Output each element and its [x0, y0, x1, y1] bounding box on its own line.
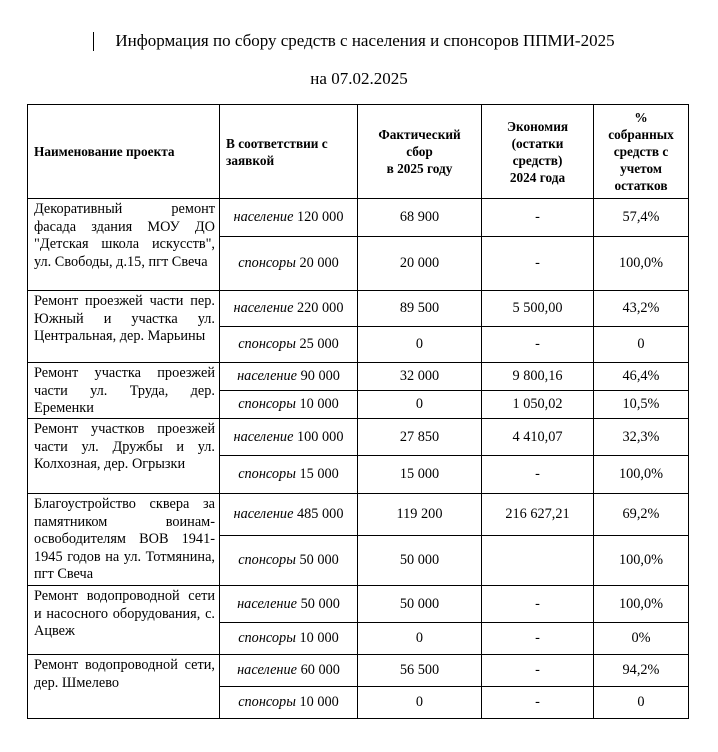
plan-cell: [220, 363, 358, 391]
actual-cell: 32 000: [358, 363, 482, 391]
actual-cell: 20 000: [358, 237, 482, 291]
percent-cell: 0: [594, 327, 689, 363]
header-plan: В соответствии с заявкой: [220, 105, 358, 199]
plan-cell: [220, 494, 358, 536]
economy-cell: -: [482, 199, 594, 237]
project-name: Ремонт водопроводной сети и насосного оборудования, с. Ацвеж: [28, 586, 220, 655]
project-name: Ремонт участка проезжей части ул. Труда, дер. Еременки: [28, 363, 220, 419]
source-label: спонсоры: [238, 396, 296, 412]
header-economy: Экономия (остатки средств) 2024 года: [482, 105, 594, 199]
plan-amount: 10 000: [295, 630, 339, 646]
source-label: население: [237, 595, 298, 612]
plan-cell: [220, 237, 358, 291]
plan-amount: 25 000: [295, 336, 339, 352]
table-header-row: [28, 105, 689, 199]
source-label: население: [233, 300, 294, 316]
document-title: Информация по сбору средств с населения и спонсоров ППМИ-2025: [115, 31, 615, 50]
plan-amount: 20 000: [295, 255, 339, 271]
plan-cell: [220, 623, 358, 655]
economy-cell: 5 500,00: [482, 291, 594, 327]
actual-cell: 27 850: [358, 419, 482, 456]
plan-cell: [220, 199, 358, 237]
actual-cell: 0: [358, 623, 482, 655]
economy-cell: -: [482, 623, 594, 655]
actual-cell: 50 000: [358, 586, 482, 623]
percent-cell: 32,3%: [594, 419, 689, 456]
actual-cell: 50 000: [358, 536, 482, 586]
economy-cell: -: [482, 586, 594, 623]
economy-cell: -: [482, 456, 594, 494]
table-row: [28, 199, 689, 237]
plan-amount: 220 000: [293, 300, 344, 316]
economy-cell: 4 410,07: [482, 419, 594, 456]
source-label: спонсоры: [238, 630, 296, 646]
actual-cell: 0: [358, 327, 482, 363]
source-label: спонсоры: [238, 255, 296, 271]
source-label: спонсоры: [238, 694, 296, 710]
economy-cell: [482, 536, 594, 586]
percent-cell: 100,0%: [594, 586, 689, 623]
header-name: Наименование проекта: [28, 105, 220, 199]
source-label: спонсоры: [238, 336, 296, 352]
project-name: Ремонт участков проезжей части ул. Дружбы и ул. Колхозная, дер. Огрызки: [28, 419, 220, 494]
project-name: Ремонт водопроводной сети, дер. Шмелево: [28, 655, 220, 719]
document-date: на 07.02.2025: [310, 69, 408, 88]
plan-cell: [220, 536, 358, 586]
source-label: население: [233, 209, 294, 225]
header-percent: % собранных средств с учетом остатков: [594, 105, 689, 199]
economy-cell: -: [482, 327, 594, 363]
plan-amount: 50 000: [297, 595, 340, 612]
source-label: население: [233, 428, 294, 445]
table-row: [28, 419, 689, 456]
percent-cell: 10,5%: [594, 391, 689, 419]
source-label: спонсоры: [238, 466, 296, 482]
table-row: [28, 655, 689, 687]
source-label: население: [237, 662, 298, 678]
project-name: Ремонт проезжей части пер. Южный и участка ул. Центральная, дер. Марьины: [28, 291, 220, 363]
percent-cell: 0: [594, 687, 689, 719]
plan-amount: 120 000: [293, 209, 344, 225]
plan-cell: [220, 586, 358, 623]
percent-cell: 100,0%: [594, 536, 689, 586]
actual-cell: 15 000: [358, 456, 482, 494]
header-actual: Фактический сбор в 2025 году: [358, 105, 482, 199]
percent-cell: 46,4%: [594, 363, 689, 391]
source-label: население: [233, 506, 294, 522]
plan-cell: [220, 687, 358, 719]
actual-cell: 0: [358, 687, 482, 719]
project-name: Декоративный ремонт фасада здания МОУ ДО "Детская школа искусств", ул. Свободы, д.15, пгт Свеча: [28, 199, 220, 291]
source-label: население: [237, 368, 298, 384]
plan-amount: 100 000: [293, 428, 344, 445]
percent-cell: 100,0%: [594, 237, 689, 291]
economy-cell: 1 050,02: [482, 391, 594, 419]
economy-cell: -: [482, 687, 594, 719]
actual-cell: 119 200: [358, 494, 482, 536]
actual-cell: 89 500: [358, 291, 482, 327]
economy-cell: 9 800,16: [482, 363, 594, 391]
plan-amount: 10 000: [295, 396, 339, 412]
table-body: [28, 199, 689, 719]
plan-amount: 90 000: [297, 368, 340, 384]
actual-cell: 56 500: [358, 655, 482, 687]
economy-cell: 216 627,21: [482, 494, 594, 536]
plan-cell: [220, 655, 358, 687]
percent-cell: 94,2%: [594, 655, 689, 687]
actual-cell: 68 900: [358, 199, 482, 237]
plan-amount: 485 000: [293, 506, 344, 522]
project-name: Благоустройство сквера за памятником воинам-освободителям ВОВ 1941-1945 годов на ул. Тотмянина, пгт Свеча: [28, 494, 220, 586]
plan-cell: [220, 327, 358, 363]
plan-cell: [220, 419, 358, 456]
plan-cell: [220, 456, 358, 494]
table-row: [28, 291, 689, 327]
percent-cell: 43,2%: [594, 291, 689, 327]
table-row: [28, 586, 689, 623]
economy-cell: -: [482, 237, 594, 291]
percent-cell: 100,0%: [594, 456, 689, 494]
economy-cell: -: [482, 655, 594, 687]
plan-cell: [220, 291, 358, 327]
plan-amount: 10 000: [295, 694, 339, 710]
percent-cell: 57,4%: [594, 199, 689, 237]
table-row: [28, 494, 689, 536]
actual-cell: 0: [358, 391, 482, 419]
percent-cell: 0%: [594, 623, 689, 655]
source-label: спонсоры: [238, 552, 296, 568]
percent-cell: 69,2%: [594, 494, 689, 536]
table-row: [28, 363, 689, 391]
plan-amount: 60 000: [297, 662, 340, 678]
plan-amount: 50 000: [295, 552, 339, 568]
plan-amount: 15 000: [295, 466, 339, 482]
plan-cell: [220, 391, 358, 419]
funds-table: [27, 104, 689, 719]
